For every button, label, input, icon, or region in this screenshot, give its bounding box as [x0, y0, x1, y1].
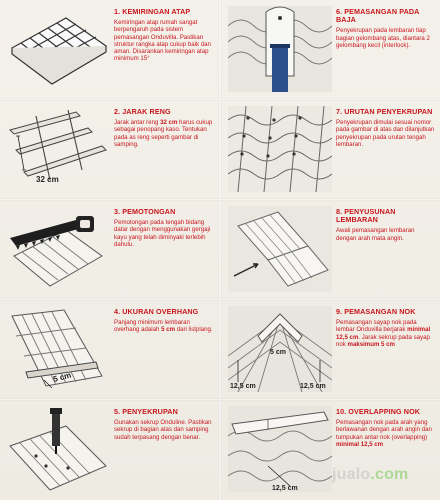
cutting-saw-illustration: [6, 206, 110, 292]
step-description: Kemiringan atap rumah sangat berpengaruh pada sistem pemasangan Onduvilla. Pastikan struktur rangka atap cukup baik dan aman. Disarankan kemiringan atap minimum 15°: [114, 19, 211, 63]
steel-mounting-illustration: [228, 6, 332, 92]
step-card-2: [2, 102, 214, 198]
step-title: PENYEKRUPAN: [122, 407, 178, 416]
ridge-mounting-illustration: [228, 306, 332, 392]
step-card-4: [2, 302, 214, 398]
step-card-9: [224, 302, 436, 398]
step-number: 9.: [336, 307, 343, 316]
ridge-overlap-illustration: [228, 406, 332, 492]
dimension-label: 5 cm: [270, 349, 286, 356]
dimension-label: 12,5 cm: [230, 383, 256, 390]
watermark-suffix: .com: [370, 466, 409, 483]
step-title: UKURAN OVERHANG: [122, 307, 199, 316]
step-title: URUTAN PENYEKRUPAN: [344, 107, 433, 116]
step-title: KEMIRINGAN ATAP: [122, 7, 191, 16]
step-card-7: [224, 102, 436, 198]
step-number: 1.: [114, 7, 121, 16]
screw-order-illustration: [228, 106, 332, 192]
roof-grid-illustration: [6, 6, 110, 92]
step-description: Pemasangan nok pada arah yang berlawanan dengan arah angin dan tumpukan antar nok (overlapping) minimal 12,5 cm: [336, 419, 432, 448]
step-title: PEMOTONGAN: [122, 207, 176, 216]
overhang-illustration: [6, 306, 110, 392]
step-card-8: [224, 202, 436, 298]
step-description: Awali pemasangan lembaran dengan arah mata angin.: [336, 227, 415, 242]
step-description: Penyekrupan dimulai sesuai nomor pada gambar di atas dan dilanjutkan penyekrupan pada urutan tengah lembaran.: [336, 119, 435, 148]
fold-line-vertical: [218, 0, 222, 500]
dimension-label: 5 cm: [52, 370, 73, 384]
step-description: Jarak antar reng 32 cm harus cukup sebagai penopang kaso. Tentukan pada as reng seperti gambar di samping.: [114, 119, 213, 148]
step-number: 4.: [114, 307, 121, 316]
step-title: PENYUSUNAN LEMBARAN: [336, 207, 396, 225]
dimension-label: 12,5 cm: [300, 383, 326, 390]
sheet-layout-illustration: [228, 206, 332, 292]
step-title: JARAK RENG: [122, 107, 171, 116]
step-number: 5.: [114, 407, 121, 416]
step-card-5: [2, 402, 214, 498]
step-description: Pemotongan pada tengah bidang datar dengan menggunakan gergaji kayu yang telah diminyaki terlebih dahulu.: [114, 219, 211, 248]
fold-line-horizontal: [0, 298, 440, 301]
step-title: PEMASANGAN PADA BAJA: [336, 7, 420, 25]
step-number: 7.: [336, 107, 343, 116]
step-card-1: [2, 2, 214, 98]
step-card-3: [2, 202, 214, 298]
step-number: 2.: [114, 107, 121, 116]
step-description: Penyekrupan pada lembaran tiap bagian gelombang atas, diantara 2 gelombang kecil (interlock).: [336, 27, 430, 49]
fold-line-horizontal: [0, 198, 440, 201]
step-title: PEMASANGAN NOK: [344, 307, 416, 316]
dimension-label: 12,5 cm: [272, 485, 298, 492]
watermark-prefix: jualo: [332, 466, 371, 483]
step-number: 10.: [336, 407, 347, 416]
step-number: 6.: [336, 7, 343, 16]
step-number: 3.: [114, 207, 121, 216]
screwing-illustration: [6, 406, 110, 492]
step-description: Gunakan sekrup Onduline. Pastikan sekrup di bagian atas dan samping sudah terpasang dengan benar.: [114, 419, 212, 441]
watermark-logo: [332, 466, 409, 484]
batten-spacing-illustration: [6, 106, 110, 192]
fold-line-horizontal: [0, 98, 440, 101]
step-description: Pemasangan sayap nok pada lembar Onduvilla berjarak minimal 12,5 cm. Jarak sekrup pada sayap nok maksimum 5 cm: [336, 319, 431, 348]
step-description: Panjang minimum lembaran overhang adalah 5 cm dari listplang.: [114, 319, 213, 334]
dimension-label: 32 cm: [36, 175, 59, 184]
step-number: 8.: [336, 207, 343, 216]
step-title: OVERLAPPING NOK: [348, 407, 421, 416]
fold-line-horizontal: [0, 398, 440, 401]
step-card-6: [224, 2, 436, 98]
